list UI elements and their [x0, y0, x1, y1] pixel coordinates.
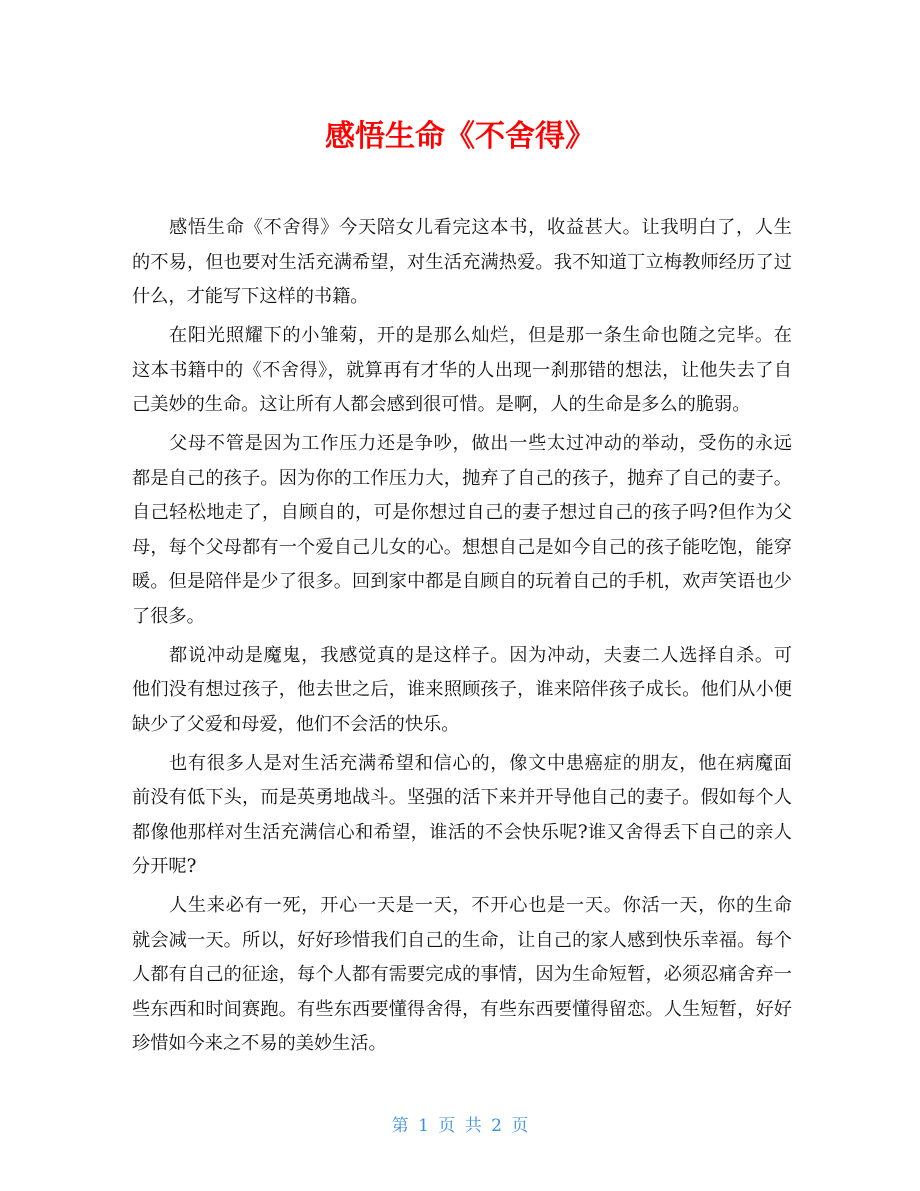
paragraph — [132, 747, 792, 885]
text-line: 什么，才能写下这样的书籍。 — [132, 286, 369, 307]
text-line: 都说冲动是魔鬼，我感觉真的是这样子。因为冲动，夫妻二人选择自杀。可 — [169, 644, 792, 666]
text-line: 珍惜如今来之不易的美妙生活。 — [132, 1033, 387, 1054]
text-line: 母，每个父母都有一个爱自己儿女的心。想想自己是如今自己的孩子能吃饱，能穿 — [132, 536, 792, 558]
text-line: 他们没有想过孩子，他去世之后，谁来照顾孩子，谁来陪伴孩子成长。他们从小便 — [132, 679, 792, 700]
paragraph — [132, 427, 792, 634]
text-line: 这本书籍中的《不舍得》，就算再有才华的人出现一刹那错的想法，让他失去了自 — [132, 359, 792, 381]
text-line: 都像他那样对生活充满信心和希望，谁活的不会快乐呢?谁又舍得丢下自己的亲人 — [132, 821, 792, 843]
text-line: 了很多。 — [132, 605, 205, 627]
text-line: 缺少了父爱和母爱，他们不会活的快乐。 — [132, 713, 460, 735]
paragraph — [132, 639, 792, 743]
text-line: 都是自己的孩子。因为你的工作压力大，抛弃了自己的孩子，抛弃了自己的妻子。 — [132, 467, 792, 489]
text-line: 感悟生命《不舍得》今天陪女儿看完这本书，收益甚大。让我明白了，人生 — [169, 217, 792, 238]
paragraph — [132, 211, 792, 315]
paragraph — [132, 889, 792, 1062]
document-body — [132, 211, 792, 1066]
text-line: 就会减一天。所以，好好珍惜我们自己的生命，让自己的家人感到快乐幸福。每个 — [132, 929, 792, 951]
text-line: 分开呢? — [132, 856, 197, 877]
text-line: 的不易，但也要对生活充满希望，对生活充满热爱。我不知道丁立梅教师经历了过 — [132, 251, 792, 273]
text-line: 暖。但是陪伴是少了很多。回到家中都是自顾自的玩着自己的手机，欢声笑语也少 — [132, 571, 792, 592]
text-line: 人都有自己的征途，每个人都有需要完成的事情，因为生命短暂，必须忍痛舍弃一 — [132, 964, 792, 985]
text-line: 前没有低下头，而是英勇地战斗。坚强的活下来并开导他自己的妻子。假如每个人 — [132, 787, 792, 808]
page-footer: 第 1 页 共 2 页 — [391, 1116, 529, 1136]
text-line: 自己轻松地走了，自顾自的，可是你想过自己的妻子想过自己的孩子吗?但作为父 — [132, 502, 792, 523]
text-line: 在阳光照耀下的小雏菊，开的是那么灿烂，但是那一条生命也随之完毕。在 — [169, 325, 792, 346]
document-title: 感悟生命《不舍得》 — [325, 119, 595, 154]
text-line: 父母不管是因为工作压力还是争吵，做出一些太过冲动的举动，受伤的永远 — [169, 433, 792, 454]
text-line: 也有很多人是对生活充满希望和信心的，像文中患癌症的朋友，他在病魔面 — [169, 752, 792, 774]
paragraph — [132, 319, 792, 423]
text-line: 人生来必有一死，开心一天是一天，不开心也是一天。你活一天，你的生命 — [169, 895, 792, 916]
text-line: 些东西和时间赛跑。有些东西要懂得舍得，有些东西要懂得留恋。人生短暂，好好 — [132, 998, 792, 1020]
text-line: 己美妙的生命。这让所有人都会感到很可惜。是啊，人的生命是多么的脆弱。 — [132, 394, 751, 415]
